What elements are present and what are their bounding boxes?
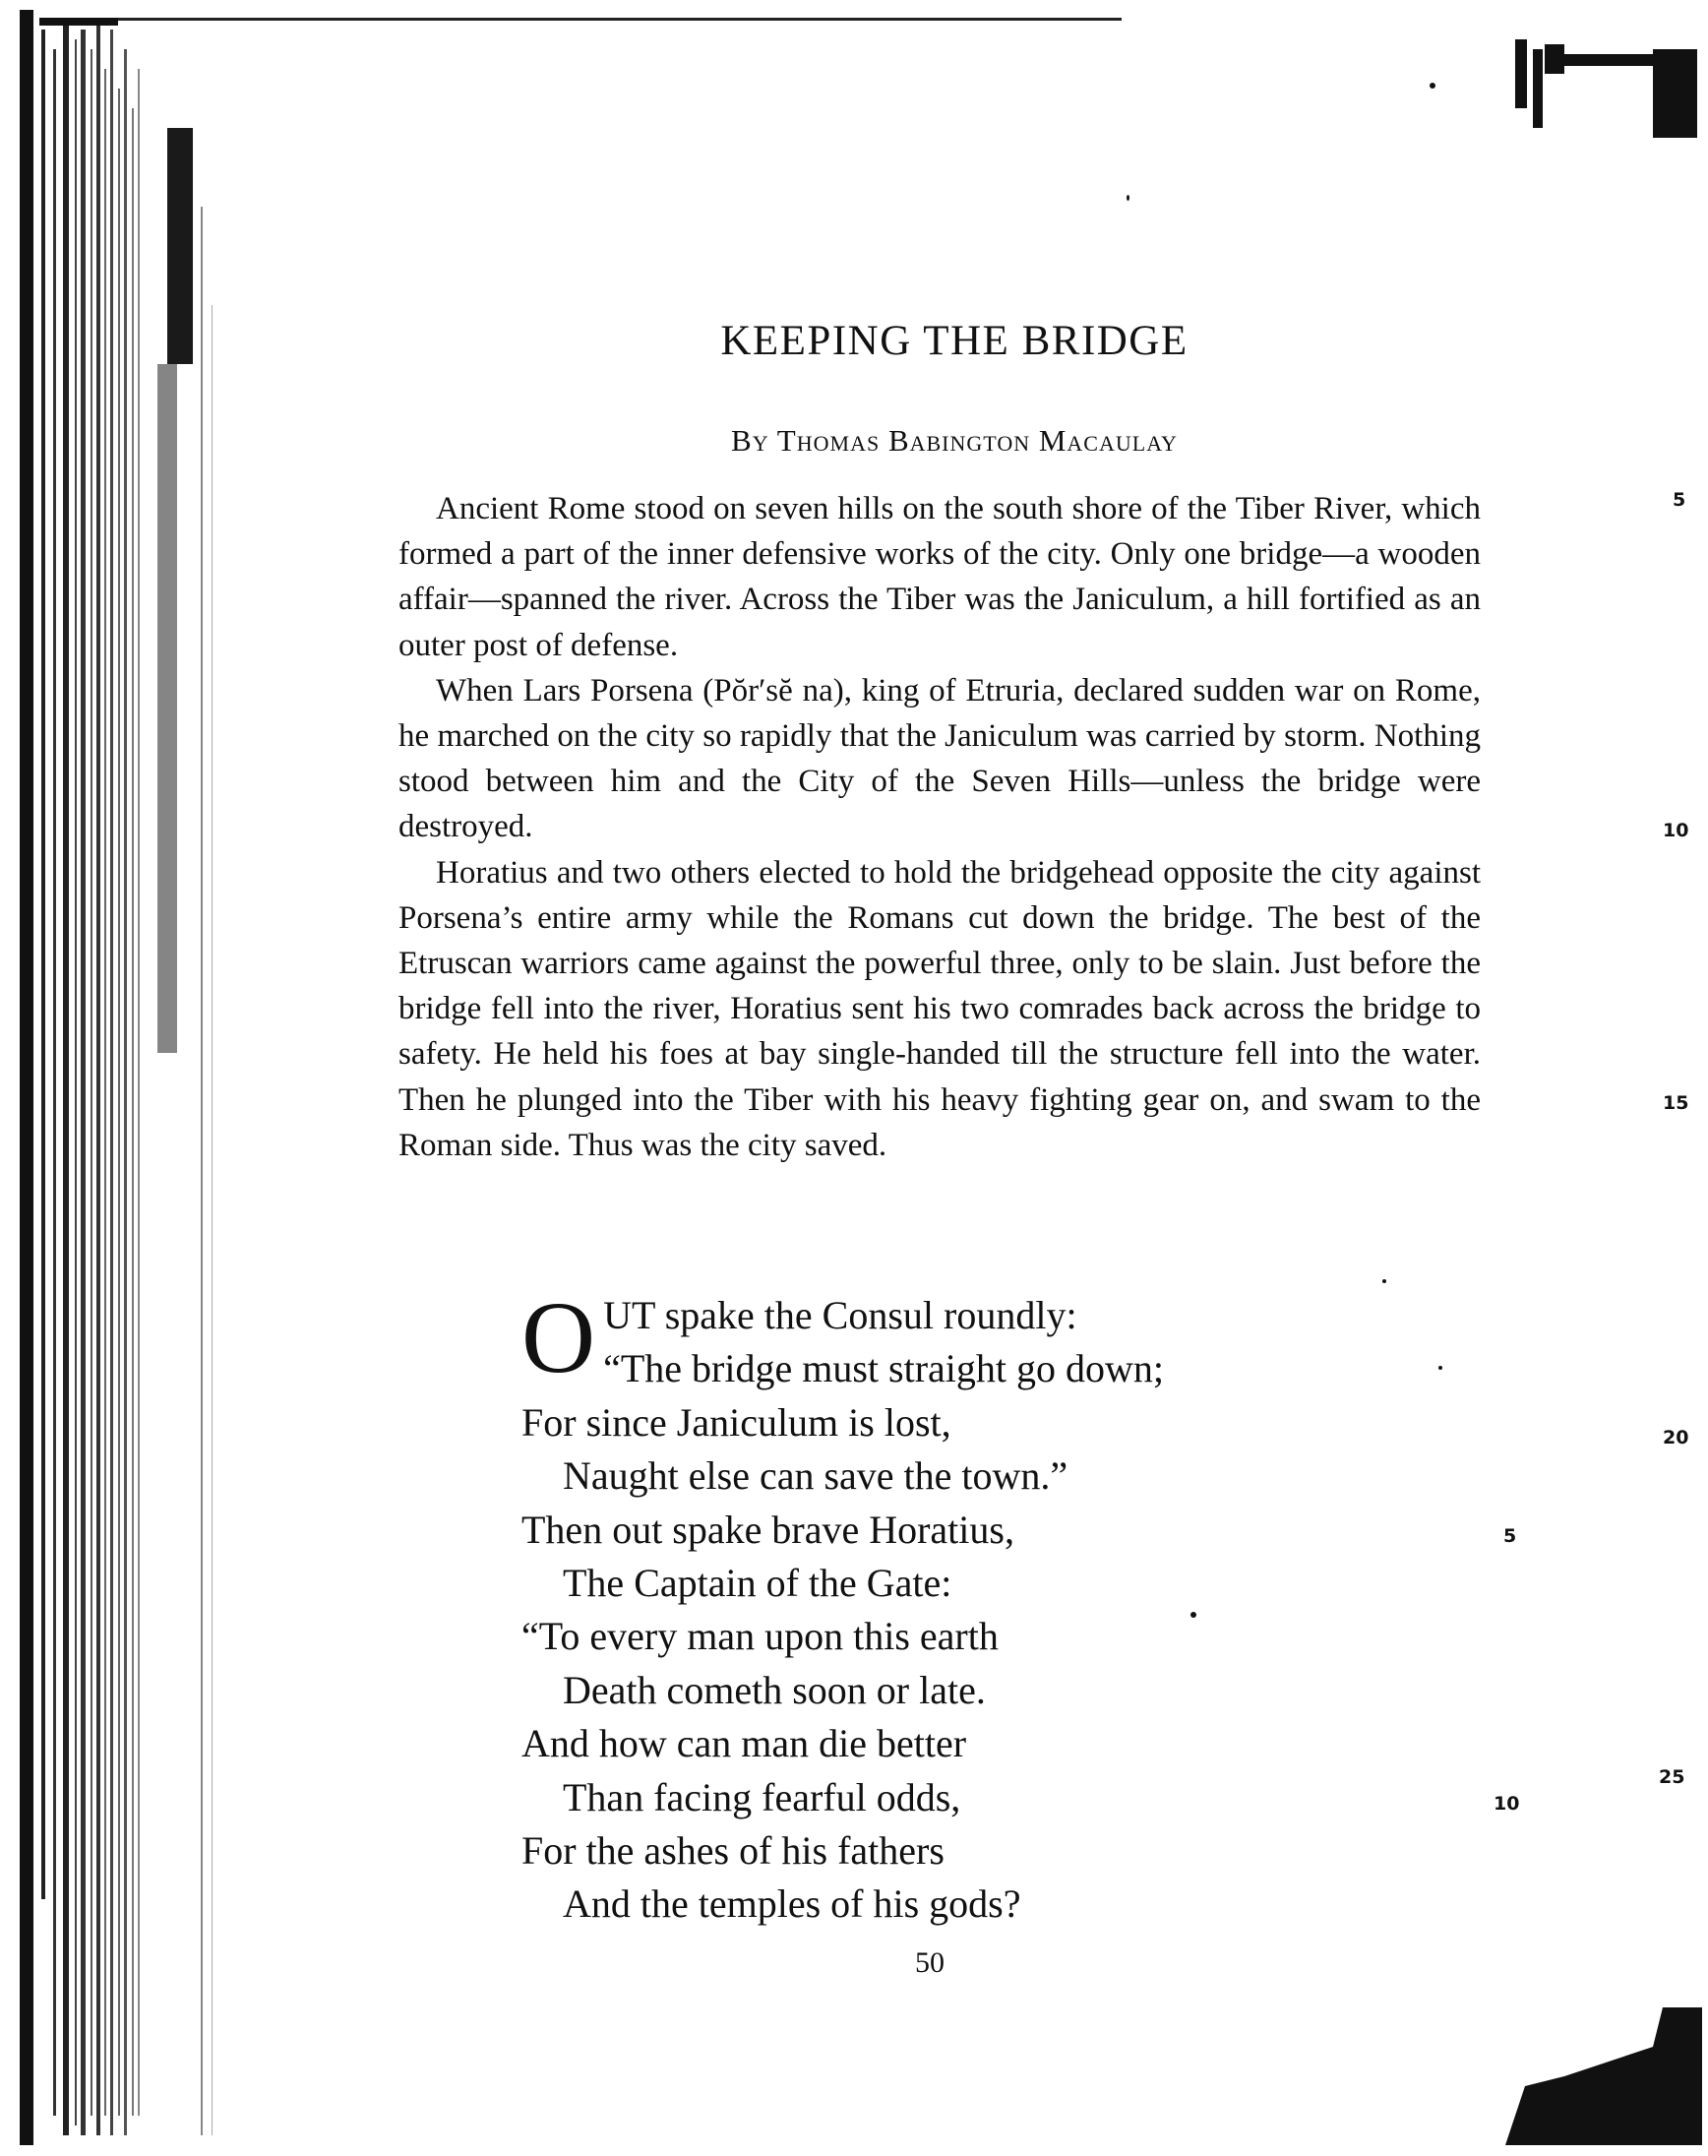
poem-line: Death cometh soon or late. (563, 1667, 986, 1712)
intro-paragraph: When Lars Porsena (Pŏr′sĕ na), king of Etruria, declared sudden war on Rome, he marched on the city so rapidly that the Janiculum was carried by storm. Nothing stood between him and the City of the Seven Hills—unless the bridge were destroyed. (398, 672, 1481, 845)
drop-cap: O (521, 1281, 596, 1394)
ink-speck (1430, 83, 1435, 89)
intro-paragraph: Ancient Rome stood on seven hills on the south shore of the Tiber River, which formed a part of the inner defensive works of the city. Only one bridge—a wooden affair—spanned the river. Across the Tiber was the Janiculum, a hill fortified as an outer post of defense. (398, 491, 1481, 663)
margin-line-number: 20 (1663, 1427, 1689, 1448)
poem-line-text: UT spake the Consul roundly: (603, 1293, 1077, 1337)
margin-line-number: 25 (1659, 1766, 1685, 1788)
intro-text (398, 486, 1481, 1168)
scan-top-edge (39, 18, 1122, 31)
poem-line: Then out spake brave Horatius, (521, 1507, 1014, 1552)
poem-line: “The bridge must straight go down; (603, 1346, 1165, 1391)
poem-line: For the ashes of his fathers (521, 1827, 945, 1873)
poem (521, 1281, 1407, 1932)
ink-speck (1438, 1366, 1442, 1370)
margin-line-number: 15 (1663, 1092, 1689, 1114)
page-title: KEEPING THE BRIDGE (720, 318, 1189, 364)
poem-line: The Captain of the Gate: (563, 1560, 952, 1605)
poem-line: For since Janiculum is lost, (521, 1399, 951, 1445)
intro-paragraph: Horatius and two others elected to hold the bridgehead opposite the city against Porsena’s entire army while the Romans cut down the bridge. The best of the Etruscan warriors came against the powerful three, only to be slain. Just before the bridge fell into the river, Horatius sent his two comrades back across the bridge to safety. He held his foes at bay single-handed till the structure fell into the water. Then he plunged into the Tiber with his heavy fighting gear on, and swam to the Roman side. Thus was the city saved. (398, 854, 1481, 1163)
poem-line: Naught else can save the town.” (563, 1453, 1068, 1499)
page-number: 50 (915, 1946, 945, 1979)
poem-line-number: 10 (1494, 1793, 1520, 1815)
poem-line-number: 5 (1503, 1525, 1517, 1547)
poem-line: And how can man die better (521, 1721, 967, 1766)
poem-line: “To every man upon this earth (521, 1614, 999, 1659)
scan-corner-top-right (1505, 30, 1702, 138)
poem-line: Than facing fearful odds, (563, 1774, 961, 1819)
poem-line: And the temples of his gods? (563, 1881, 1021, 1927)
scan-corner-bottom-right (1505, 2007, 1702, 2145)
margin-line-number: 10 (1663, 820, 1689, 841)
ink-speck (1127, 195, 1129, 201)
margin-line-number: 5 (1673, 489, 1686, 511)
author-byline: By Thomas Babington Macaulay (731, 423, 1178, 458)
ink-speck (1382, 1279, 1386, 1283)
